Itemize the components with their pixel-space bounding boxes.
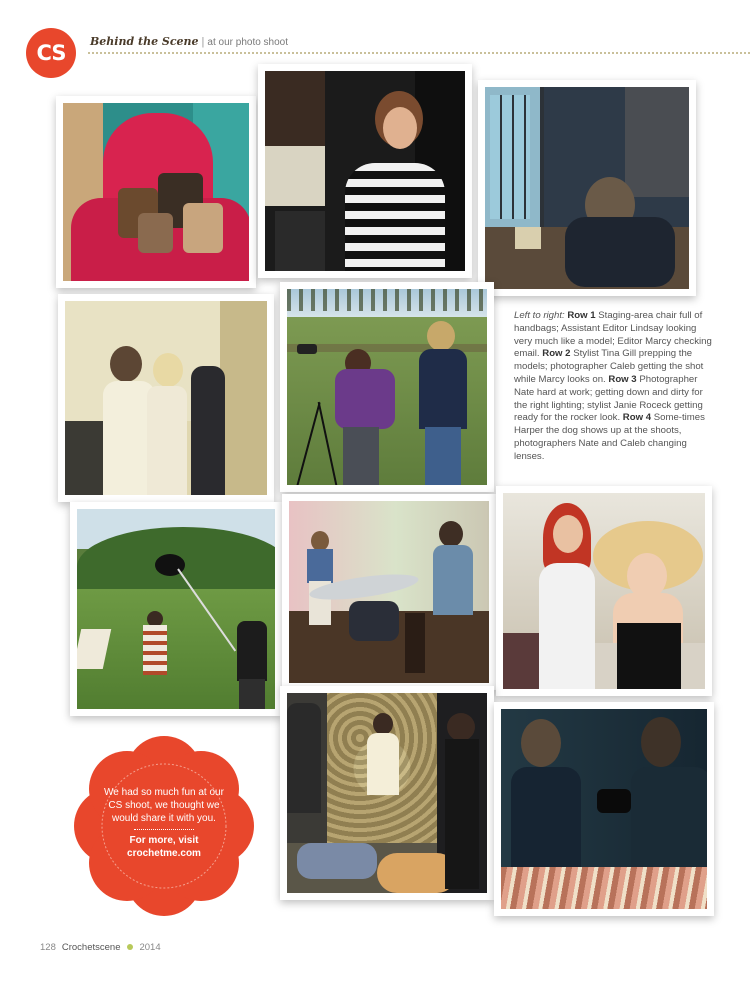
header-rule — [88, 52, 750, 54]
caption-row-text: Staging-area chair full of handbags; Assistant Editor Lindsay looking very much like a model; Editor Marcy checking email. — [514, 310, 712, 360]
caption-lead: Left to right: — [514, 310, 565, 321]
page-footer — [40, 942, 161, 953]
photo-getting-down — [282, 494, 496, 690]
caption-row-label: Row 4 — [622, 412, 652, 424]
photo-nate-at-work — [70, 502, 282, 716]
caption-row-text: Photographer Nate hard at work; getting down and dirty for the right lighting; stylist Janie Roceck getting ready for the rocker look. — [514, 373, 703, 424]
footer-dot-icon — [127, 944, 133, 950]
photo-caleb-shot — [280, 282, 494, 492]
caption-row-label: Row 3 — [608, 373, 637, 385]
caption-row-label: Row 2 — [542, 348, 571, 360]
magazine-name: Crochetscene — [61, 942, 121, 953]
caption-row-text: Stylist Tina Gill prepping the models; photographer Caleb getting the shot while Marcy looks on. — [514, 348, 704, 385]
brand-logo: CS — [26, 28, 76, 78]
callout-message: We had so much fun at our CS shoot, we thought we would share it with you. — [104, 787, 224, 824]
callout-divider — [134, 829, 194, 830]
header-separator: | — [201, 36, 205, 48]
photo-harper-dog — [280, 686, 494, 900]
section-header — [90, 35, 288, 48]
photo-marcy-email — [478, 80, 696, 296]
callout-link[interactable]: For more, visit crochetme.com — [127, 835, 201, 859]
photo-staging-chair — [56, 96, 256, 288]
section-title: Behind the Scene — [90, 35, 199, 48]
caption-row-label: Row 1 — [567, 310, 596, 321]
photo-lindsay-model — [258, 64, 472, 278]
photo-tina-prepping — [58, 294, 274, 502]
caption-row-text: Some-times Harper the dog shows up at the shoots, photographers Nate and Caleb changing lenses. — [514, 412, 705, 462]
page-number: 128 — [40, 942, 56, 953]
callout-text — [104, 786, 224, 860]
issue-year: 2014 — [139, 942, 161, 953]
photo-caption — [514, 310, 714, 464]
section-subtitle: at our photo shoot — [207, 37, 289, 48]
photo-janie-rocker — [496, 486, 712, 696]
photo-changing-lenses — [494, 702, 714, 916]
